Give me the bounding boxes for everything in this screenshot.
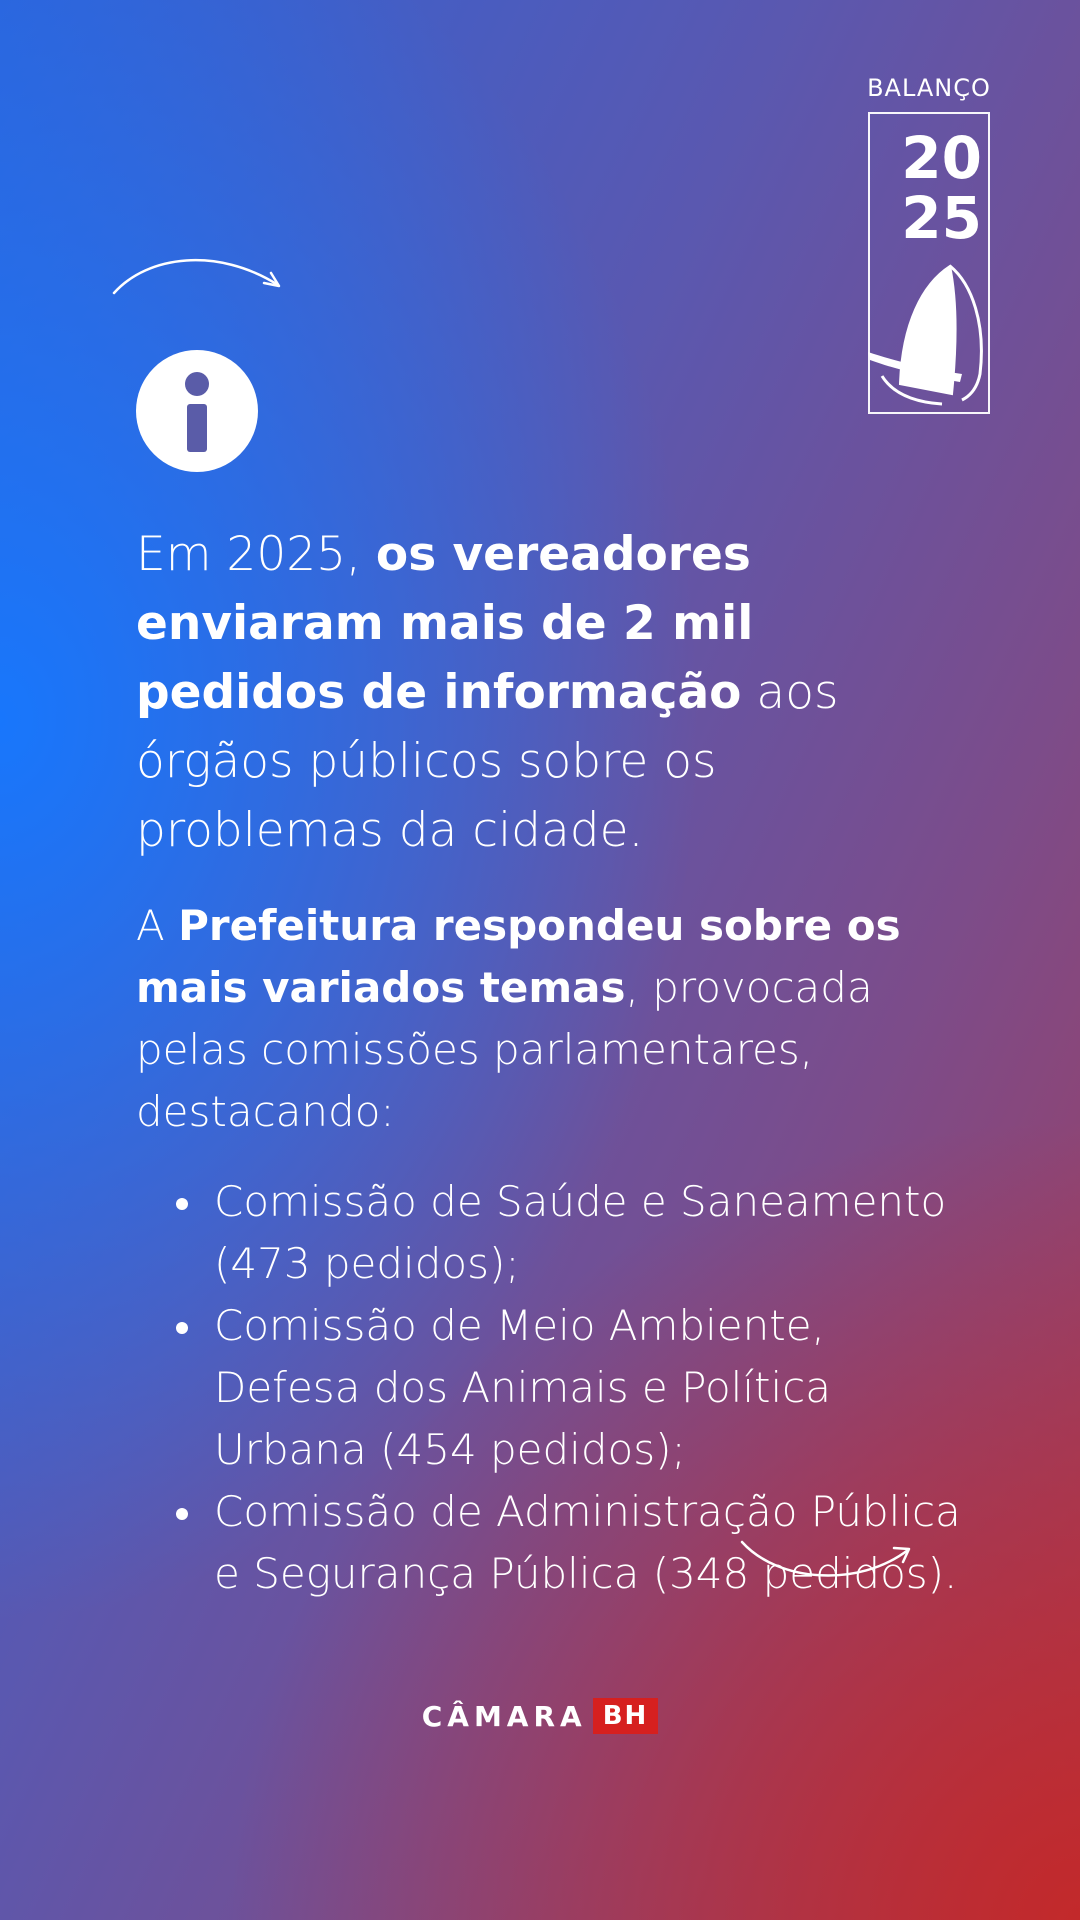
intro-bold: os vereadores enviaram mais de 2 mil pedidos de informação — [136, 527, 754, 720]
camara-bh-logo — [0, 1698, 1080, 1734]
badge-year-bottom: 25 — [901, 184, 982, 252]
intro-text-2: aos órgãos públicos sobre os problemas da cidade. — [136, 665, 839, 858]
curved-arrow-icon — [108, 245, 288, 305]
prefeitura-text-1: A — [136, 901, 179, 950]
prefeitura-text-2: , provocada pelas comissões parlamentares, destacando: — [136, 963, 873, 1136]
main-content — [136, 520, 976, 1605]
intro-text-1: Em 2025, — [136, 527, 376, 582]
list-item — [136, 1295, 976, 1481]
intro-paragraph — [136, 520, 976, 865]
bullet-icon — [176, 1508, 188, 1520]
badge-frame — [868, 112, 990, 414]
list-item — [136, 1171, 976, 1295]
logo-word: CÂMARA — [421, 1699, 587, 1733]
list-item-text: Comissão de Meio Ambiente, Defesa dos Animais e Política Urbana (454 pedidos); — [214, 1301, 831, 1474]
prefeitura-bold: Prefeitura respondeu sobre os mais variados temas — [136, 901, 901, 1012]
sail-emblem-icon — [862, 264, 1002, 414]
logo-tag: BH — [593, 1698, 659, 1734]
badge-year-top: 20 — [901, 124, 982, 192]
badge-year — [901, 124, 982, 252]
bullet-icon — [176, 1198, 188, 1210]
badge-title: BALANÇO — [867, 74, 991, 102]
balanco-badge — [862, 74, 996, 252]
prefeitura-paragraph — [136, 895, 976, 1143]
curved-arrow-icon — [738, 1538, 918, 1588]
info-icon — [136, 350, 258, 472]
bullet-icon — [176, 1322, 188, 1334]
list-item-text: Comissão de Administração Pública e Segurança Pública (348 pedidos). — [214, 1487, 961, 1598]
list-item-text: Comissão de Saúde e Saneamento (473 pedidos); — [214, 1177, 947, 1288]
